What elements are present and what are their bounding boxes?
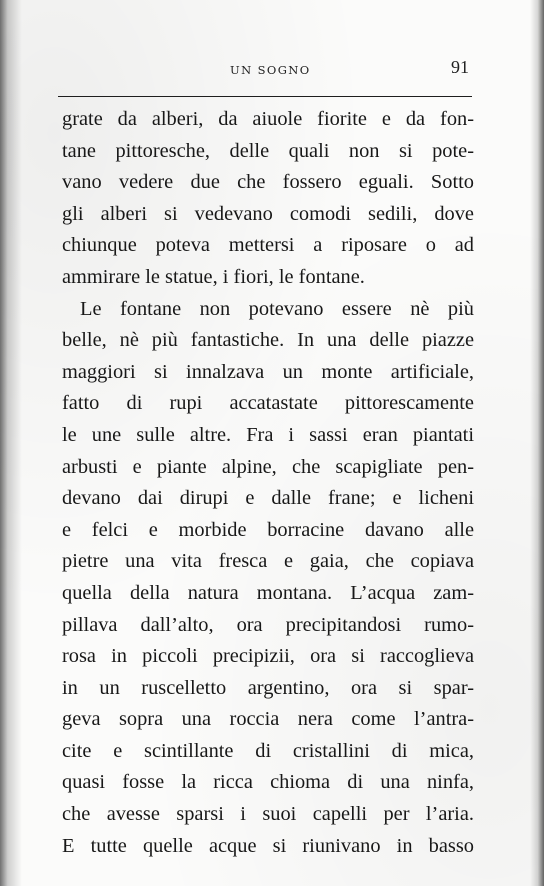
text-line: tane pittoresche, delle quali non si pote- [62, 139, 474, 162]
text-line: grate da alberi, da aiuole fiorite e da fon- [62, 108, 474, 130]
page-header [60, 56, 475, 86]
text-line: che avesse sparsi i suoi capelli per l’aria. [62, 803, 474, 826]
page-number: 91 [451, 57, 469, 77]
text-line: geva sopra una roccia nera come l’antra- [62, 708, 474, 731]
running-head: UN SOGNO [230, 63, 311, 77]
text-line: belle, nè più fantastiche. In una delle piazze [62, 329, 474, 352]
paragraph-start-line: Le fontane non potevano essere nè più [80, 297, 474, 320]
header-rule [58, 96, 472, 97]
text-line: pillava dall’alto, ora precipitandosi rumo- [62, 613, 474, 636]
text-line: chiunque poteva mettersi a riposare o ad [62, 234, 474, 257]
body-text [62, 104, 474, 862]
text-line: rosa in piccoli precipizii, ora si raccoglieva [62, 645, 474, 668]
text-line: arbusti e piante alpine, che scapigliate pen- [62, 455, 474, 478]
text-line: e felci e morbide borracine davano alle [62, 518, 474, 541]
page-left-shadow [0, 0, 22, 886]
text-line: devano dai dirupi e dalle frane; e licheni [62, 487, 474, 510]
text-line: quasi fosse la ricca chioma di una ninfa, [62, 771, 474, 794]
text-line: fatto di rupi accatastate pittorescamente [62, 392, 474, 415]
text-line: E tutte quelle acque si riunivano in basso [62, 834, 474, 857]
text-line: ammirare le statue, i fiori, le fontane. [62, 265, 365, 288]
text-line: in un ruscelletto argentino, ora si spar- [62, 676, 474, 699]
text-line: le une sulle altre. Fra i sassi eran piantati [62, 423, 474, 446]
text-line: quella della natura montana. L’acqua zam- [62, 581, 474, 604]
text-line: pietre una vita fresca e gaia, che copiava [62, 550, 474, 573]
text-line: vano vedere due che fossero eguali. Sotto [62, 171, 474, 194]
page-right-shadow [530, 0, 544, 886]
text-line: cite e scintillante di cristallini di mica, [62, 739, 474, 762]
text-line: maggiori si innalzava un monte artificiale, [62, 360, 474, 383]
text-line: gli alberi si vedevano comodi sedili, dove [62, 202, 474, 225]
